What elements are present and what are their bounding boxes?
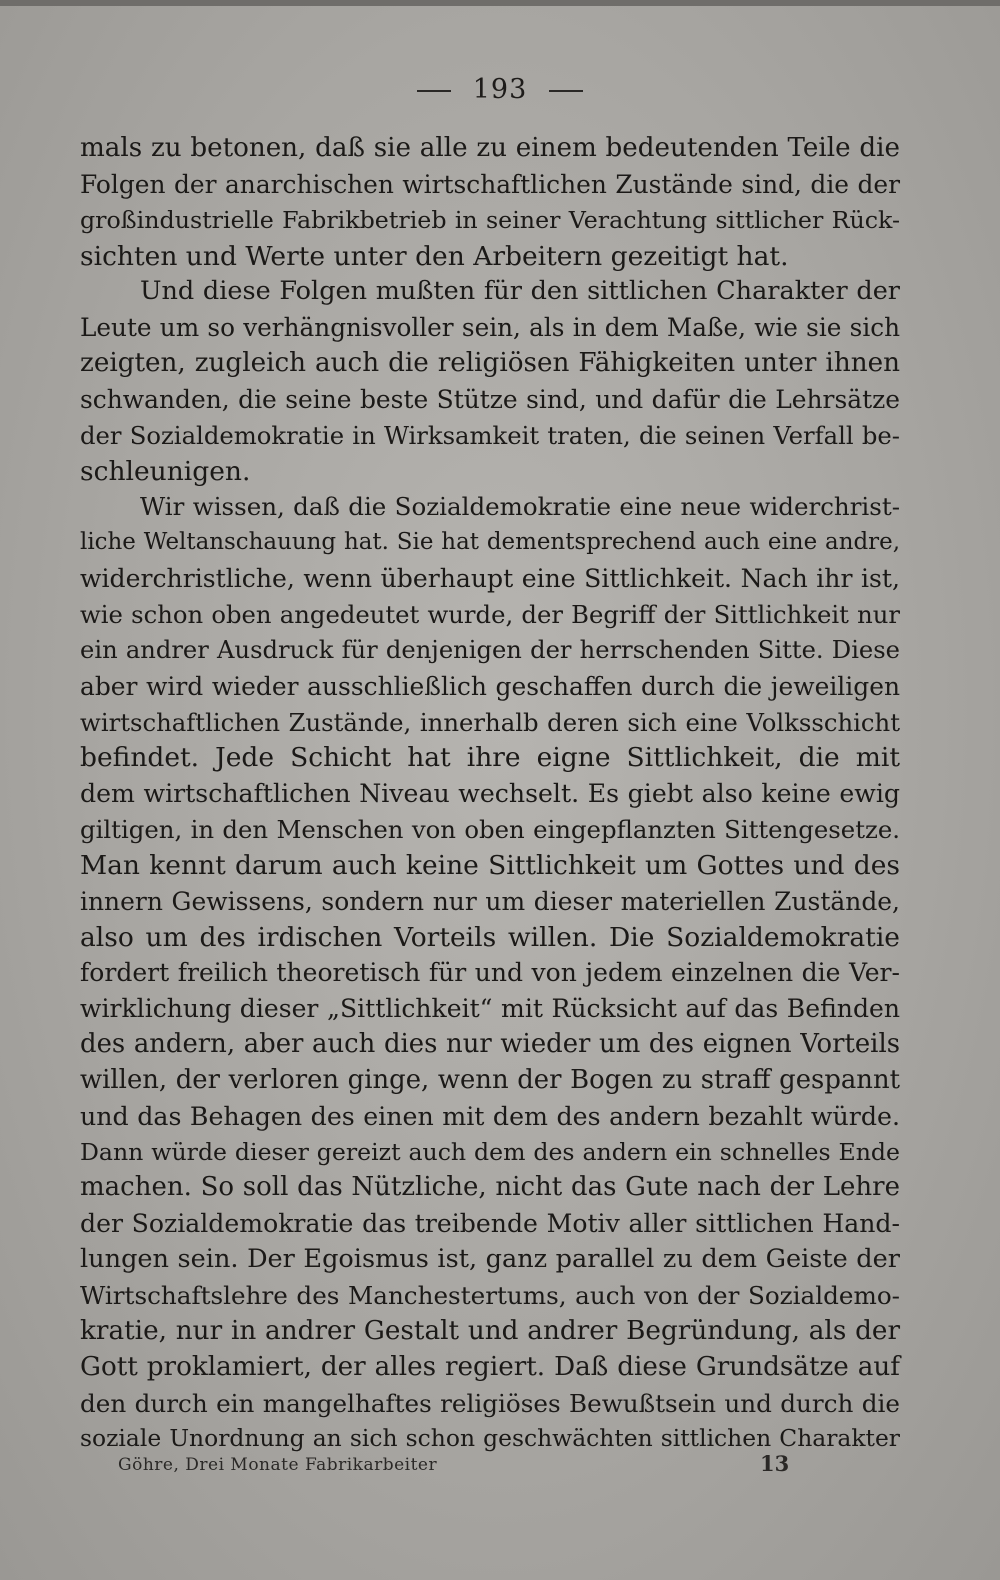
text-line: machen. So soll das Nützliche, nicht das Gute nach der Lehre	[80, 1172, 900, 1203]
text-line: soziale Unordnung an sich schon geschwächten sittlichen Charakter	[80, 1424, 900, 1453]
text-line: liche Weltanschauung hat. Sie hat dementsprechend auch eine andre,	[80, 529, 900, 556]
text-line: willen, der verloren ginge, wenn der Bogen zu straff gespannt	[80, 1064, 900, 1095]
footer-signature-mark: 13	[760, 1451, 790, 1476]
text-line: wie schon oben angedeutet wurde, der Begriff der Sittlichkeit nur	[80, 599, 900, 629]
text-line: Dann würde dieser gereizt auch dem des andern ein schnelles Ende	[80, 1137, 900, 1166]
text-line: wirtschaftlichen Zustände, innerhalb deren sich eine Volksschicht	[80, 707, 900, 737]
text-line: schleunigen.	[80, 455, 251, 487]
text-line: aber wird wieder ausschließlich geschaffen durch die jeweiligen	[80, 671, 900, 701]
page-footer	[118, 1451, 818, 1481]
page-header	[0, 74, 1000, 105]
text-line: mals zu betonen, daß sie alle zu einem bedeutenden Teile die	[80, 133, 900, 163]
text-line: und das Behagen des einen mit dem des andern bezahlt würde.	[80, 1101, 900, 1131]
page-top-edge	[0, 0, 1000, 6]
text-line: Leute um so verhängnisvoller sein, als in dem Maße, wie sie sich	[80, 313, 900, 343]
header-dash-right	[549, 90, 583, 92]
text-line: kratie, nur in andrer Gestalt und andrer Begründung, als der	[80, 1315, 900, 1346]
text-line: großindustrielle Fabrikbetrieb in seiner Verachtung sittlicher Rück-	[80, 205, 900, 234]
text-line: sichten und Werte unter den Arbeitern gezeitigt hat.	[80, 240, 789, 272]
text-line: Und diese Folgen mußten für den sittlichen Charakter der	[140, 276, 900, 307]
text-line: Man kennt darum auch keine Sittlichkeit um Gottes und des	[80, 849, 900, 881]
text-line: befindet. Jede Schicht hat ihre eigne Sittlichkeit, die mit	[80, 742, 900, 774]
text-line: Wir wissen, daß die Sozialdemokratie eine neue widerchrist-	[140, 492, 900, 522]
text-line: Wirtschaftslehre des Manchestertums, auch von der Sozialdemo-	[80, 1281, 900, 1310]
text-line: fordert freilich theoretisch für und von jedem einzelnen die Ver-	[80, 958, 900, 988]
text-line: zeigten, zugleich auch die religiösen Fähigkeiten unter ihnen	[80, 348, 900, 379]
page-number: 193	[472, 74, 528, 105]
text-line: der Sozialdemokratie in Wirksamkeit traten, die seinen Verfall be-	[80, 420, 900, 450]
text-line: ein andrer Ausdruck für denjenigen der herrschenden Sitte. Diese	[80, 635, 900, 664]
text-line: der Sozialdemokratie das treibende Motiv aller sittlichen Hand-	[80, 1209, 900, 1239]
text-line: Gott proklamiert, der alles regiert. Daß diese Grundsätze auf	[80, 1351, 900, 1382]
footer-author-title: Göhre, Drei Monate Fabrikarbeiter	[118, 1455, 438, 1475]
text-line: schwanden, die seine beste Stütze sind, und dafür die Lehrsätze	[80, 384, 900, 414]
text-line: also um des irdischen Vorteils willen. Die Sozialdemokratie	[80, 921, 900, 953]
text-line: dem wirtschaftlichen Niveau wechselt. Es giebt also keine ewig	[80, 779, 900, 809]
text-line: innern Gewissens, sondern nur um dieser materiellen Zustände,	[80, 886, 900, 916]
text-line: lungen sein. Der Egoismus ist, ganz parallel zu dem Geiste der	[80, 1244, 900, 1275]
text-line: Folgen der anarchischen wirtschaftlichen Zustände sind, die der	[80, 169, 900, 199]
text-line: des andern, aber auch dies nur wieder um des eignen Vorteils	[80, 1029, 900, 1060]
body-text	[80, 131, 900, 1457]
text-line: wirklichung dieser „Sittlichkeit“ mit Rücksicht auf das Befinden	[80, 994, 900, 1024]
text-line: widerchristliche, wenn überhaupt eine Sittlichkeit. Nach ihr ist,	[80, 564, 900, 594]
text-line: giltigen, in den Menschen von oben eingepflanzten Sittengesetze.	[80, 815, 900, 845]
header-dash-left	[417, 90, 451, 92]
text-line: den durch ein mangelhaftes religiöses Bewußtsein und durch die	[80, 1388, 900, 1418]
